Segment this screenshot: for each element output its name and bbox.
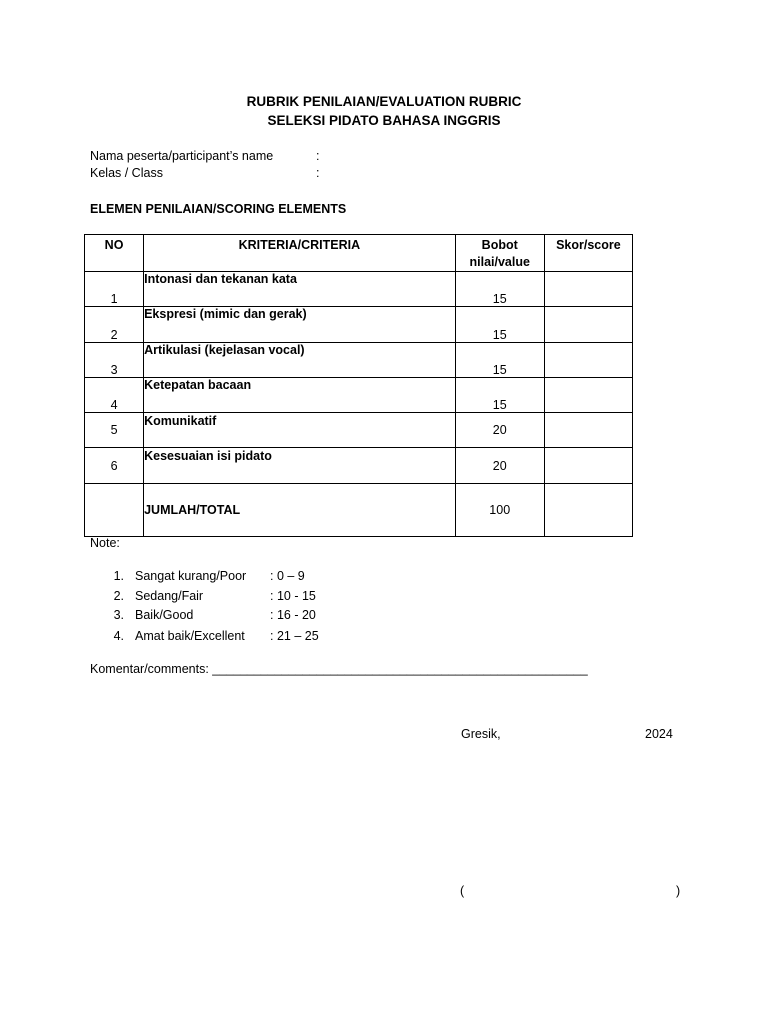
row-no: 2	[85, 307, 144, 343]
table-header-row	[85, 235, 633, 272]
table-row	[85, 307, 633, 343]
row-weight: 15	[455, 378, 544, 413]
total-label: JUMLAH/TOTAL	[144, 484, 456, 537]
header-score: Skor/score	[544, 235, 632, 272]
row-criteria: Ekspresi (mimic dan gerak)	[144, 307, 456, 343]
table-row	[85, 378, 633, 413]
row-criteria: Artikulasi (kejelasan vocal)	[144, 343, 456, 378]
header-weight: Bobot nilai/value	[455, 235, 544, 272]
note-item	[100, 608, 360, 624]
header-criteria: KRITERIA/CRITERIA	[144, 235, 456, 272]
row-no: 5	[85, 413, 144, 448]
note-item	[100, 629, 360, 645]
row-no: 1	[85, 272, 144, 307]
document-title-line1: RUBRIK PENILAIAN/EVALUATION RUBRIC	[246, 94, 522, 109]
section-heading: ELEMEN PENILAIAN/SCORING ELEMENTS	[90, 202, 347, 216]
note-item	[100, 569, 360, 585]
row-criteria: Komunikatif	[144, 413, 456, 448]
note-item-number: 2.	[113, 589, 124, 603]
row-weight: 20	[455, 448, 544, 484]
row-criteria: Ketepatan bacaan	[144, 378, 456, 413]
row-weight: 15	[455, 272, 544, 307]
row-no: 6	[85, 448, 144, 484]
table-row	[85, 343, 633, 378]
note-item-range: : 16 - 20	[270, 608, 316, 622]
document-title-line2: SELEKSI PIDATO BAHASA INGGRIS	[267, 113, 501, 128]
signature-open-paren: (	[460, 884, 465, 898]
note-item	[100, 589, 360, 605]
row-score-cell[interactable]	[544, 343, 632, 378]
total-score-cell[interactable]	[544, 484, 632, 537]
note-item-label: Sedang/Fair	[135, 589, 204, 603]
class-label: Kelas / Class	[90, 166, 163, 180]
total-no-cell	[85, 484, 144, 537]
row-score-cell[interactable]	[544, 448, 632, 484]
note-item-number: 1.	[113, 569, 124, 583]
comments-label: Komentar/comments:	[90, 662, 213, 676]
note-item-label: Amat baik/Excellent	[135, 629, 245, 643]
note-item-range: : 21 – 25	[270, 629, 319, 643]
row-weight: 20	[455, 413, 544, 448]
table-total-row	[85, 484, 633, 537]
note-item-label: Baik/Good	[135, 608, 194, 622]
rubric-table	[84, 234, 633, 537]
participant-name-label: Nama peserta/participant’s name	[90, 149, 274, 163]
note-label: Note:	[90, 536, 120, 550]
table-row	[85, 272, 633, 307]
note-item-number: 4.	[113, 629, 124, 643]
row-criteria: Kesesuaian isi pidato	[144, 448, 456, 484]
class-colon: :	[316, 166, 320, 180]
note-item-range: : 0 – 9	[270, 569, 305, 583]
row-score-cell[interactable]	[544, 272, 632, 307]
signature-year: 2024	[645, 727, 673, 741]
row-score-cell[interactable]	[544, 378, 632, 413]
note-item-label: Sangat kurang/Poor	[135, 569, 247, 583]
row-no: 3	[85, 343, 144, 378]
note-item-range: : 10 - 15	[270, 589, 316, 603]
participant-name-colon: :	[316, 149, 320, 163]
note-item-number: 3.	[113, 608, 124, 622]
signature-place: Gresik,	[461, 727, 501, 741]
comments-line	[90, 662, 588, 676]
row-weight: 15	[455, 343, 544, 378]
header-no: NO	[85, 235, 144, 272]
row-weight: 15	[455, 307, 544, 343]
row-score-cell[interactable]	[544, 413, 632, 448]
row-score-cell[interactable]	[544, 307, 632, 343]
row-criteria: Intonasi dan tekanan kata	[144, 272, 456, 307]
total-weight: 100	[455, 484, 544, 537]
table-row	[85, 413, 633, 448]
signature-close-paren: )	[676, 884, 681, 898]
table-row	[85, 448, 633, 484]
row-no: 4	[85, 378, 144, 413]
comments-blank[interactable]: ______________________________________________________	[212, 662, 588, 676]
